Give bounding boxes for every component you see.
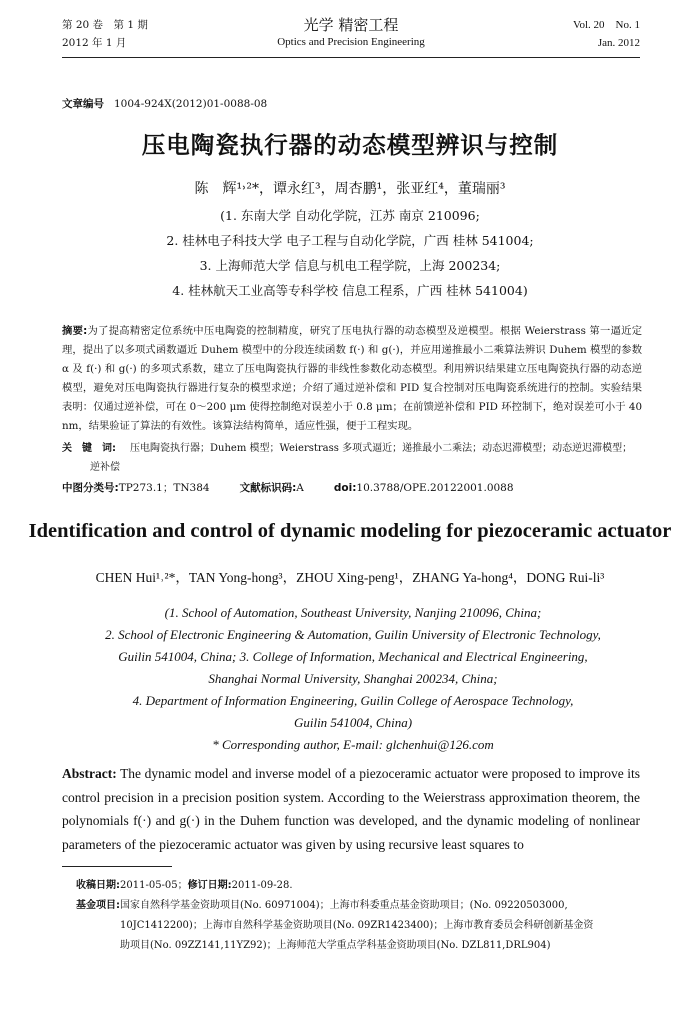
affiliation-en-2: 2. School of Electronic Engineering & Automation, Guilin University of Electronic Technology, (105, 627, 601, 642)
fund-line-3: 助项目(No. 09ZZ141,11YZ92)；上海师范大学重点学科基金资助项目(No. DZL811,DRL904) (120, 940, 551, 951)
affiliation-en-5: 4. Department of Information Engineering, Guilin College of Aerospace Technology, (132, 693, 574, 708)
title-cn: 压电陶瓷执行器的动态模型辨识与控制 (141, 131, 559, 159)
footnote-rule (62, 866, 172, 867)
abstract-cn-text: 为了提高精密定位系统中压电陶瓷的控制精度，研究了压电执行器的动态模型及逆模型。根据 Weierstrass 第一逼近定理，提出了以多项式函数逼近 Duhem 模型中的分段连续函数 f(·) 和 g(·)，并应用递推最小二乘算法辨识 Duhem 模型的参数 α 及 f(·) 和 g(·) 的多项式系数，建立了压电陶瓷执行器的非线性参数化动态模型。利用辨识结果建立压电陶瓷执行器的动态逆模型，避免对压电陶瓷执行器进行复杂的模型求逆；介绍了通过逆补偿和 PID 复合控制对压电陶瓷系统进行的控制。实验结果表明：仅通过逆补偿，可在 0～200 μm 使得控制绝对误差小于 0.8 μm；在前馈逆补偿和 PID 环控制下，绝对误差可小于 40 nm，结果验证了算法的有效性。该算法结构简单，适应性强，便于工程实现。 (62, 325, 642, 432)
journal-name-en: Optics and Precision Engineering (277, 36, 425, 48)
header-date-cn: 2012 年 1 月 (62, 37, 127, 49)
corresponding-author: * Corresponding author, E-mail: glchenhui@126.com (212, 737, 494, 752)
affiliation-en-4: Shanghai Normal University, Shanghai 200234, China; (208, 671, 498, 686)
authors-en: CHEN Hui¹˒²*，TAN Yong-hong³，ZHOU Xing-peng¹，ZHANG Ya-hong⁴，DONG Rui-li³ (95, 570, 605, 585)
affiliations-cn (0, 203, 700, 303)
affiliation-cn-1: (1. 东南大学 自动化学院，江苏 南京 210096; (220, 208, 480, 223)
affiliation-cn-2: 2. 桂林电子科技大学 电子工程与自动化学院，广西 桂林 541004; (166, 233, 534, 248)
footnote-dates (76, 876, 642, 896)
keywords-cn (62, 439, 642, 477)
title-en: Identification and control of dynamic modeling for piezoceramic actuator (28, 520, 672, 542)
affiliation-cn-3: 3. 上海师范大学 信息与机电工程学院，上海 200234; (199, 258, 501, 273)
journal-name-cn: 光学 精密工程 (303, 16, 399, 34)
article-number-label: 文章编号 (62, 98, 104, 110)
revised-value: 2011-09-28. (231, 880, 293, 891)
classification-line (62, 480, 514, 495)
affiliation-en-3: Guilin 541004, China; 3. College of Information, Mechanical and Electrical Engineering, (118, 649, 588, 664)
doc-code-value: A (296, 482, 304, 494)
affiliation-en-6: Guilin 541004, China) (293, 715, 413, 730)
doi-label: doi: (333, 482, 357, 494)
keywords-cn-line2: 逆补偿 (90, 462, 120, 473)
header-rule (62, 57, 640, 58)
abstract-en (62, 762, 640, 856)
footnote (76, 876, 642, 956)
footnote-fund (76, 896, 642, 916)
keywords-cn-line1: 压电陶瓷执行器；Duhem 模型；Weierstrass 多项式逼近；递推最小二乘法；动态迟滞模型；动态逆迟滞模型； (130, 443, 633, 454)
abstract-cn-label: 摘要: (62, 325, 88, 337)
fund-line-2: 10JC1412200)；上海市自然科学基金资助项目(No. 09ZR1423400)；上海市教育委员会科研创新基金资 (120, 920, 594, 931)
affiliations-en (58, 602, 648, 756)
fund-line-1: 国家自然科学基金资助项目(No. 60971004)；上海市科委重点基金资助项目；(No. 09220503000, (120, 900, 568, 911)
affiliation-cn-4: 4. 桂林航天工业高等专科学校 信息工程系，广西 桂林 541004) (172, 283, 528, 298)
doi-value: 10.3788/OPE.20122001.0088 (356, 482, 514, 494)
abstract-cn (62, 322, 642, 436)
revised-label: 修订日期: (187, 880, 232, 891)
abstract-en-label: Abstract: (62, 766, 117, 781)
header-volume-en: Vol. 20 No. 1 (572, 19, 640, 31)
article-number (62, 96, 267, 111)
abstract-en-text: The dynamic model and inverse model of a piezoceramic actuator were proposed to improve its control precision in a precision position system. According to the Weierstrass approximation theorem, the polynomials f(·) and g(·) in the Duhem function was developed, and the dynamic modeling of nonlinear parameters of the piezoceramic actuator was given by using recursive least squares to (62, 766, 640, 852)
doc-code-label: 文献标识码: (239, 482, 297, 494)
fund-label: 基金项目: (76, 900, 120, 911)
keywords-cn-label: 关 键 词: (62, 443, 116, 454)
received-value: 2011-05-05； (120, 880, 188, 891)
header-date-en: Jan. 2012 (597, 37, 640, 49)
authors-cn: 陈 辉¹˒²*，谭永红³，周杏鹏¹，张亚红⁴，董瑞丽³ (194, 181, 506, 197)
header-journal (62, 16, 640, 50)
running-header (62, 16, 640, 56)
clc-label: 中图分类号: (62, 482, 119, 494)
article-number-value: 1004-924X(2012)01-0088-08 (114, 98, 268, 110)
clc-value: TP273.1；TN384 (118, 482, 210, 494)
header-vol-en (573, 16, 640, 52)
affiliation-en-1: (1. School of Automation, Southeast University, Nanjing 210096, China; (164, 605, 542, 620)
received-label: 收稿日期: (76, 880, 120, 891)
header-volume: 第 20 卷 第 1 期 (62, 19, 148, 31)
